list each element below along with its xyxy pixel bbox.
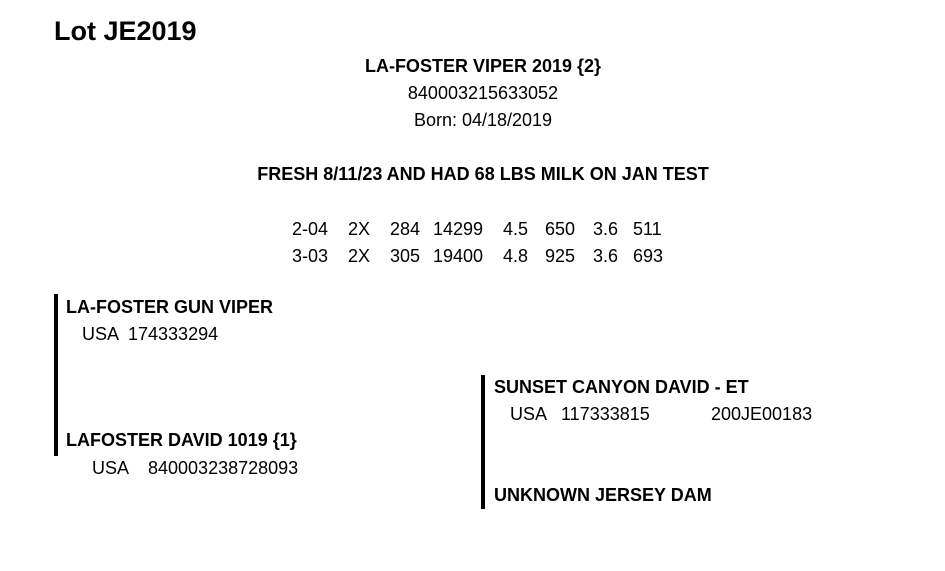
record-milk: 19400 [433, 246, 484, 266]
record-protein-pct: 3.6 [593, 246, 619, 266]
sire-bracket [54, 294, 58, 456]
record-fat-pct: 4.8 [503, 246, 529, 266]
record-milkings: 2X [348, 219, 371, 239]
record-age: 2-04 [292, 219, 329, 239]
lot-title: Lot JE2019 [54, 16, 197, 46]
sire-country: USA [82, 324, 120, 344]
record-protein-pct: 3.6 [593, 219, 619, 239]
maternal-grandsire-registration: 117333815 [561, 404, 650, 424]
maternal-grandsire-naab: 200JE00183 [711, 404, 813, 424]
record-fat: 650 [545, 219, 576, 239]
record-days: 305 [390, 246, 421, 266]
sire-name: LA-FOSTER GUN VIPER [66, 297, 274, 317]
record-protein: 511 [633, 219, 662, 239]
production-note: FRESH 8/11/23 AND HAD 68 LBS MILK ON JAN TEST [257, 164, 709, 184]
production-records [292, 216, 673, 270]
maternal-grandsire-country: USA [510, 404, 548, 424]
animal-name: LA-FOSTER VIPER 2019 {2} [364, 56, 602, 76]
record-protein: 693 [633, 246, 664, 266]
maternal-granddam-name: UNKNOWN JERSEY DAM [494, 485, 712, 505]
record-age: 3-03 [292, 246, 329, 266]
animal-id: 840003215633052 [407, 83, 559, 103]
record-fat: 925 [545, 246, 576, 266]
dam-country: USA [92, 458, 130, 478]
animal-born-date: Born: 04/18/2019 [413, 110, 553, 130]
record-days: 284 [390, 219, 421, 239]
dam-name: LAFOSTER DAVID 1019 {1} [66, 430, 297, 450]
dam-bracket [481, 375, 485, 509]
record-fat-pct: 4.5 [503, 219, 529, 239]
sire-registration: 174333294 [128, 324, 219, 344]
record-milkings: 2X [348, 246, 371, 266]
record-row [292, 216, 673, 243]
dam-registration: 840003238728093 [148, 458, 299, 478]
record-milk: 14299 [433, 219, 484, 239]
maternal-grandsire-name: SUNSET CANYON DAVID - ET [494, 377, 749, 397]
record-row [292, 243, 673, 270]
